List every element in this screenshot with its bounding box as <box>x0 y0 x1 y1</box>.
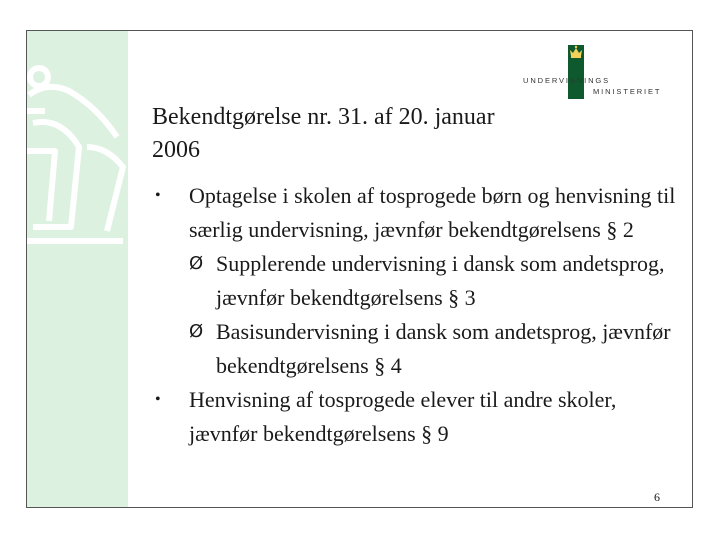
crown-watermark-icon <box>27 51 128 251</box>
ministry-logo <box>523 39 683 101</box>
sub-item-text: Supplerende undervisning i dansk som andetsprog, jævnfør bekendtgørelsens § 3 <box>216 251 665 310</box>
page-number: 6 <box>654 490 660 504</box>
bullet-text: Henvisning af tosprogede elever til andre skoler, jævnfør bekendtgørelsens § 9 <box>189 387 617 446</box>
sub-item-text: Basisundervisning i dansk som andetsprog, jævnfør bekendtgørelsens § 4 <box>216 319 671 378</box>
bullet-item <box>152 383 682 451</box>
sub-item <box>189 315 682 383</box>
arrow-bullet-icon: Ø <box>189 321 204 342</box>
left-decor-band <box>27 31 128 507</box>
crown-icon <box>568 45 584 59</box>
bullet-list <box>152 179 682 451</box>
bullet-dot: • <box>155 187 161 204</box>
bullet-dot: • <box>155 391 161 408</box>
logo-line-1: UNDERVISNINGS <box>523 76 611 85</box>
logo-line-2: MINISTERIET <box>593 87 662 96</box>
slide-title: Bekendtgørelse nr. 31. af 20. januar 2006 <box>152 104 495 163</box>
slide <box>26 30 693 508</box>
arrow-bullet-icon: Ø <box>189 253 204 274</box>
bullet-item <box>152 179 682 383</box>
sub-item <box>189 247 682 315</box>
bullet-text: Optagelse i skolen af tosprogede børn og henvisning til særlig undervisning, jævnfør bekendtgørelsens § 2 <box>189 183 676 242</box>
